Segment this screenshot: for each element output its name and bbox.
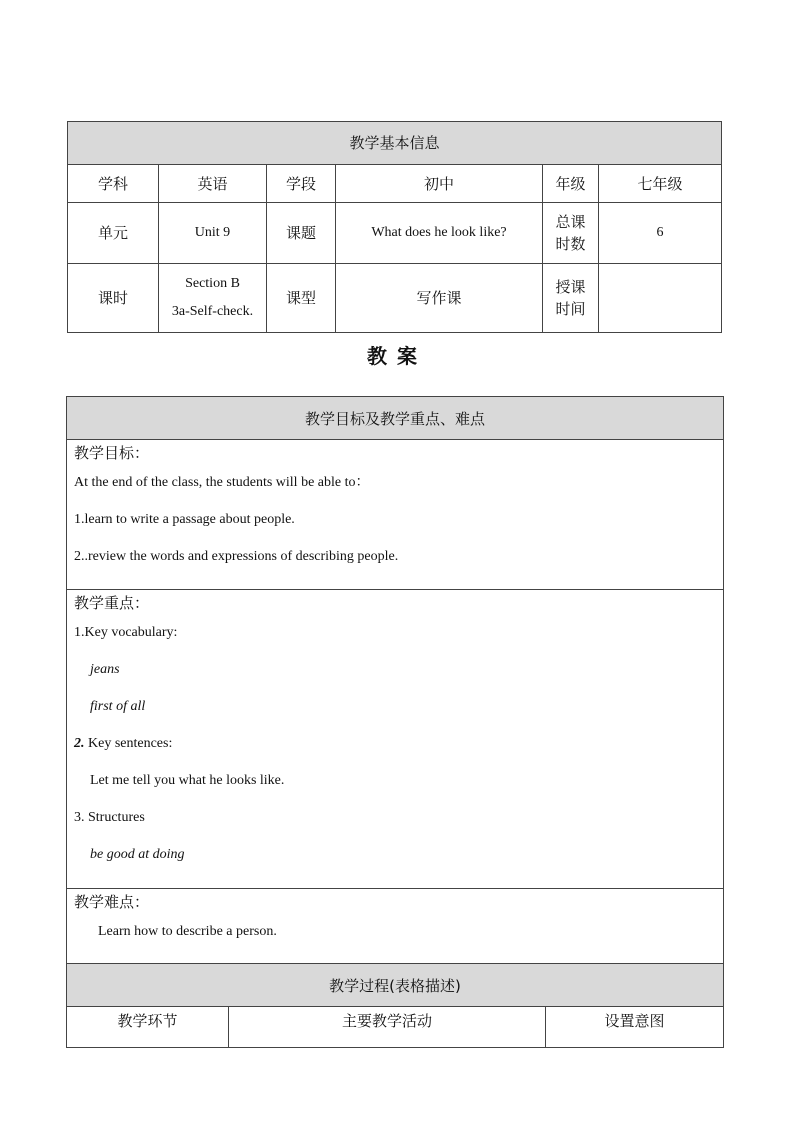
info-table-header: 教学基本信息 (68, 122, 722, 165)
process-column-stage: 教学环节 (67, 1007, 229, 1048)
topic-label: 课题 (267, 203, 336, 264)
total-periods-label-line2: 时数 (555, 235, 586, 253)
difficulties-section (67, 889, 723, 963)
unit-value: Unit 9 (159, 203, 267, 264)
total-periods-label-line1: 总课 (555, 213, 586, 231)
process-columns-row (67, 1007, 724, 1048)
key-points-section (67, 590, 723, 888)
objectives-row (67, 440, 724, 590)
key-sentences-label: Key sentences: (84, 736, 173, 751)
info-row-period (68, 264, 722, 333)
difficulties-row (67, 889, 724, 964)
objectives-section (67, 440, 723, 589)
objectives-intro: At the end of the class, the students will be able to： (74, 475, 370, 490)
key-points-row (67, 590, 724, 889)
stage-value: 初中 (336, 165, 543, 203)
teaching-time-label-line2: 时间 (555, 300, 586, 318)
subject-value: 英语 (159, 165, 267, 203)
structures-title: 3. Structures (74, 810, 145, 825)
teaching-time-label-line1: 授课 (555, 278, 586, 296)
info-header-row (68, 122, 722, 165)
total-periods-value: 6 (599, 203, 722, 264)
key-vocabulary-title: 1.Key vocabulary: (74, 625, 178, 640)
structure-item-1: be good at doing (90, 847, 185, 862)
lesson-type-label: 课型 (267, 264, 336, 333)
period-value-line1: Section B (185, 276, 240, 291)
key-sentence-1: Let me tell you what he looks like. (90, 773, 285, 788)
teaching-time-value (599, 264, 722, 333)
process-band-row (67, 964, 724, 1007)
key-vocabulary-item-1: jeans (90, 662, 120, 677)
teaching-time-label (543, 264, 599, 333)
key-points-cell (67, 590, 724, 889)
subject-label: 学科 (68, 165, 159, 203)
objectives-band-row (67, 397, 724, 440)
objectives-cell (67, 440, 724, 590)
process-band-text: 教学过程(表格描述) (329, 976, 461, 995)
key-sentences-title (74, 734, 723, 771)
period-label: 课时 (68, 264, 159, 333)
stage-label: 学段 (267, 165, 336, 203)
process-column-intent: 设置意图 (546, 1007, 724, 1048)
grade-label: 年级 (543, 165, 599, 203)
period-value-line2: 3a-Self-check. (171, 304, 254, 319)
difficulty-item: Learn how to describe a person. (98, 924, 277, 939)
objectives-band (67, 397, 724, 440)
total-periods-label (543, 203, 599, 264)
unit-label: 单元 (68, 203, 159, 264)
info-row-subject (68, 165, 722, 203)
objectives-heading: 教学目标： (74, 444, 150, 462)
difficulties-cell (67, 889, 724, 964)
lesson-type-value: 写作课 (336, 264, 543, 333)
lesson-plan-table (66, 396, 724, 1048)
difficulties-heading: 教学难点： (74, 893, 150, 911)
topic-value: What does he look like? (336, 203, 543, 264)
grade-value: 七年级 (599, 165, 722, 203)
objectives-band-text: 教学目标及教学重点、难点 (305, 409, 486, 428)
objective-item-1: 1.learn to write a passage about people. (74, 512, 295, 527)
period-value (159, 264, 267, 333)
process-band (67, 964, 724, 1007)
info-row-unit (68, 203, 722, 264)
basic-info-table (67, 121, 722, 333)
document-title: 教案 (367, 344, 427, 368)
process-column-activities: 主要教学活动 (229, 1007, 546, 1048)
key-points-heading: 教学重点： (74, 594, 150, 612)
key-vocabulary-item-2: first of all (90, 699, 146, 714)
objective-item-2: 2..review the words and expressions of describing people. (74, 549, 399, 564)
key-sentences-number: 2. (74, 736, 85, 751)
